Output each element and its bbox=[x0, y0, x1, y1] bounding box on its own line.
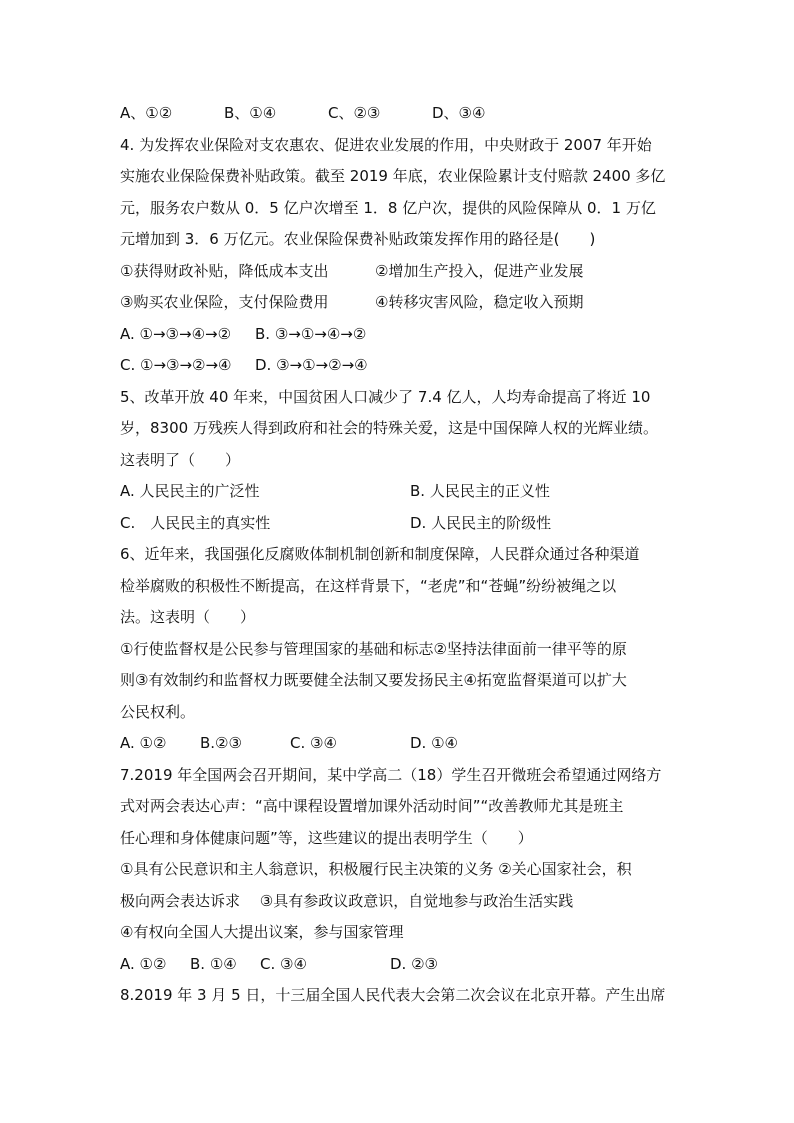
q7-stem-line-2: 式对两会表达心声：“高中课程设置增加课外活动时间”“改善教师尤其是班主 bbox=[120, 797, 624, 815]
q5-stem-line-1: 5、改革开放 40 年来，中国贫困人口减少了 7.4 亿人，人均寿命提高了将近 10 bbox=[120, 387, 651, 406]
q5-stem-line-2: 岁，8300 万残疾人得到政府和社会的特殊关爱，这是中国保障人权的光辉业绩。 bbox=[120, 419, 658, 437]
q5-option-a: A. 人民民主的广泛性 bbox=[120, 482, 260, 500]
q7-option-d: D. ②③ bbox=[390, 954, 438, 973]
q8-stem-line-1: 8.2019 年 3 月 5 日，十三届全国人民代表大会第二次会议在北京开幕。产生出席 bbox=[120, 986, 666, 1004]
q4-option-c: C. ①→③→②→④ bbox=[120, 356, 232, 374]
q6-option-c: C. ③④ bbox=[290, 734, 337, 752]
q4-items-row-2 bbox=[120, 287, 680, 319]
q4-options-row-1 bbox=[120, 319, 680, 351]
q7-stem-line-5: 极向两会表达诉求 ③具有参政议政意识，自觉地参与政治生活实践 bbox=[120, 891, 574, 910]
q6-option-b: B.②③ bbox=[200, 734, 242, 752]
q6-stem-line-4: ①行使监督权是公民参与管理国家的基础和标志②坚持法律面前一律平等的原 bbox=[120, 639, 627, 658]
question-7 bbox=[120, 760, 680, 981]
q4-stem-line-4: 元增加到 3．6 万亿元。农业保险保费补贴政策发挥作用的路径是( ) bbox=[120, 230, 596, 248]
q6-option-a: A. ①② bbox=[120, 734, 167, 752]
q4-item-4: ④转移灾害风险，稳定收入预期 bbox=[375, 293, 584, 311]
q6-stem-line-6: 公民权利。 bbox=[120, 702, 196, 721]
exam-content bbox=[120, 98, 680, 1012]
q7-stem-line-1: 7.2019 年全国两会召开期间，某中学高二（18）学生召开微班会希望通过网络方 bbox=[120, 765, 662, 784]
q5-option-d: D. 人民民主的阶级性 bbox=[410, 513, 552, 532]
q4-item-3: ③购买农业保险，支付保险费用 bbox=[120, 293, 329, 311]
question-4 bbox=[120, 130, 680, 382]
question-8 bbox=[120, 980, 680, 1012]
q6-option-d: D. ①④ bbox=[410, 734, 458, 752]
q5-stem-line-3: 这表明了（ ） bbox=[120, 450, 241, 469]
q5-option-c: C. 人民民主的真实性 bbox=[120, 513, 271, 532]
q4-item-1: ①获得财政补贴，降低成本支出 bbox=[120, 261, 329, 280]
question-5 bbox=[120, 382, 680, 540]
q6-stem-line-1: 6、近年来，我国强化反腐败体制机制创新和制度保障，人民群众通过各种渠道 bbox=[120, 545, 640, 563]
q4-stem-line-3: 元，服务农户数从 0．5 亿户次增至 1．8 亿户次，提供的风险保障从 0．1 万亿 bbox=[120, 198, 656, 217]
q7-option-a: A. ①② bbox=[120, 954, 167, 973]
q6-stem-line-3: 法。这表明（ ） bbox=[120, 608, 256, 626]
q6-options bbox=[120, 728, 680, 760]
q5-options-row-2 bbox=[120, 508, 680, 540]
q3-option-d: D、③④ bbox=[432, 104, 486, 122]
q4-item-2: ②增加生产投入，促进产业发展 bbox=[375, 261, 584, 280]
q7-stem-line-4: ①具有公民意识和主人翁意识，积极履行民主决策的义务 ②关心国家社会，积 bbox=[120, 860, 632, 878]
question-6 bbox=[120, 539, 680, 760]
q7-stem-line-3: 任心理和身体健康问题”等，这些建议的提出表明学生（ ） bbox=[120, 828, 533, 847]
q3-option-b: B、①④ bbox=[224, 104, 277, 122]
q3-option-c: C、②③ bbox=[328, 104, 381, 122]
q4-stem-line-1: 4. 为发挥农业保险对支农惠农、促进农业发展的作用，中央财政于 2007 年开始 bbox=[120, 135, 652, 154]
q4-option-a: A. ①→③→④→② bbox=[120, 324, 232, 343]
q4-option-b: B. ③→①→④→② bbox=[255, 324, 367, 343]
q6-stem-line-2: 检举腐败的积极性不断提高，在这样背景下，“老虎”和“苍蝇”纷纷被绳之以 bbox=[120, 576, 617, 595]
q4-options-row-2 bbox=[120, 350, 680, 382]
q3-options bbox=[120, 98, 680, 130]
q7-option-c: C. ③④ bbox=[260, 954, 307, 973]
q7-options bbox=[120, 949, 680, 981]
q6-stem-line-5: 则③有效制约和监督权力既要健全法制又要发扬民主④拓宽监督渠道可以扩大 bbox=[120, 671, 627, 689]
q4-stem-line-2: 实施农业保险保费补贴政策。截至 2019 年底，农业保险累计支付赔款 2400 多亿 bbox=[120, 167, 666, 185]
q5-option-b: B. 人民民主的正义性 bbox=[410, 482, 550, 500]
q5-options-row-1 bbox=[120, 476, 680, 508]
q7-stem-line-6: ④有权向全国人大提出议案，参与国家管理 bbox=[120, 923, 404, 941]
q4-items-row-1 bbox=[120, 256, 680, 288]
q4-option-d: D. ③→①→②→④ bbox=[255, 356, 368, 374]
q3-option-a: A、①② bbox=[120, 104, 173, 122]
q7-option-b: B. ①④ bbox=[190, 954, 237, 973]
